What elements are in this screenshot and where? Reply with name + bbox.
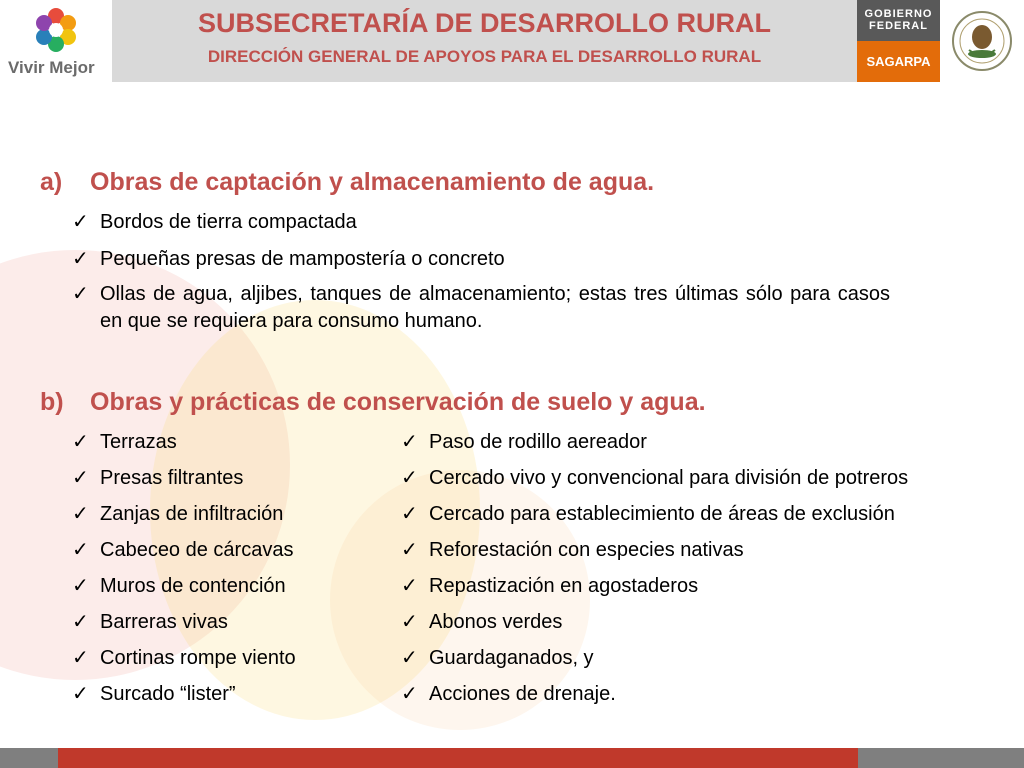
list-item — [72, 681, 236, 706]
section-a-title: Obras de captación y almacenamiento de agua. — [90, 168, 655, 196]
section-b-heading — [40, 388, 706, 417]
list-item-text: Acciones de drenaje. — [429, 683, 616, 705]
gobierno-federal-logo — [857, 0, 940, 41]
list-item — [72, 645, 296, 670]
list-item — [401, 465, 908, 490]
footer-accent-bar — [58, 748, 858, 768]
checkmark-icon: ✓ — [401, 683, 418, 705]
section-b-title: Obras y prácticas de conservación de suelo y agua. — [90, 388, 706, 416]
list-item — [72, 609, 228, 634]
logo-text: Vivir Mejor — [8, 58, 95, 77]
list-item-text: Bordos de tierra compactada — [100, 211, 357, 233]
header-bar — [0, 0, 1024, 82]
checkmark-icon: ✓ — [401, 647, 418, 669]
section-b-letter: b) — [40, 388, 64, 416]
list-item — [72, 537, 293, 562]
checkmark-icon: ✓ — [72, 283, 89, 305]
flower-logo-icon — [32, 6, 80, 54]
list-item — [401, 681, 616, 706]
mexico-seal-icon — [951, 10, 1013, 72]
seal-container — [940, 0, 1024, 82]
list-item — [72, 209, 357, 234]
list-item-text: Presas filtrantes — [100, 467, 244, 489]
list-item — [401, 429, 647, 454]
list-item-text: Guardaganados, y — [429, 647, 594, 669]
list-item-text: Repastización en agostaderos — [429, 575, 699, 597]
list-item — [401, 501, 895, 526]
list-item-text: Zanjas de infiltración — [100, 503, 284, 525]
section-a-letter: a) — [40, 168, 63, 196]
list-item-text: Barreras vivas — [100, 611, 228, 633]
checkmark-icon: ✓ — [72, 611, 89, 633]
checkmark-icon: ✓ — [72, 211, 89, 233]
list-item — [72, 573, 286, 598]
checkmark-icon: ✓ — [401, 539, 418, 561]
list-item-text: Paso de rodillo aereador — [429, 431, 647, 453]
vivir-mejor-logo — [0, 0, 112, 82]
list-item-text: Ollas de agua, aljibes, tanques de almacenamiento; estas tres últimas sólo para casos en que se requiera para consumo humano. — [100, 283, 890, 332]
list-item-text: Surcado “lister” — [100, 683, 236, 705]
list-item — [72, 429, 177, 454]
section-a-heading — [40, 168, 654, 197]
checkmark-icon: ✓ — [72, 647, 89, 669]
list-item — [401, 609, 562, 634]
list-item-text: Pequeñas presas de mampostería o concreto — [100, 248, 505, 270]
list-item — [401, 573, 698, 598]
checkmark-icon: ✓ — [401, 575, 418, 597]
checkmark-icon: ✓ — [401, 611, 418, 633]
sagarpa-logo: SAGARPA — [857, 41, 940, 82]
checkmark-icon: ✓ — [72, 248, 89, 270]
checkmark-icon: ✓ — [72, 431, 89, 453]
list-item — [401, 537, 744, 562]
list-item — [72, 465, 243, 490]
checkmark-icon: ✓ — [72, 683, 89, 705]
checkmark-icon: ✓ — [72, 503, 89, 525]
gobierno-text: GOBIERNO — [864, 8, 933, 20]
checkmark-icon: ✓ — [72, 467, 89, 489]
checkmark-icon: ✓ — [401, 467, 418, 489]
list-item — [72, 501, 283, 526]
list-item-text: Cercado para establecimiento de áreas de exclusión — [429, 503, 895, 525]
list-item-text: Abonos verdes — [429, 611, 563, 633]
page-title: SUBSECRETARÍA DE DESARROLLO RURAL — [197, 8, 771, 38]
checkmark-icon: ✓ — [72, 539, 89, 561]
checkmark-icon: ✓ — [401, 431, 418, 453]
page-subtitle: DIRECCIÓN GENERAL DE APOYOS PARA EL DESARROLLO RURAL — [207, 47, 762, 66]
list-item-text: Reforestación con especies nativas — [429, 539, 744, 561]
checkmark-icon: ✓ — [72, 575, 89, 597]
federal-text: FEDERAL — [869, 20, 928, 32]
list-item-text: Muros de contención — [100, 575, 286, 597]
list-item-text: Cercado vivo y convencional para división de potreros — [429, 467, 909, 489]
checkmark-icon: ✓ — [401, 503, 418, 525]
list-item-text: Cabeceo de cárcavas — [100, 539, 294, 561]
list-item — [401, 645, 594, 670]
list-item — [72, 246, 505, 271]
list-item-text: Cortinas rompe viento — [100, 647, 296, 669]
list-item-text: Terrazas — [100, 431, 177, 453]
list-item — [72, 281, 890, 335]
